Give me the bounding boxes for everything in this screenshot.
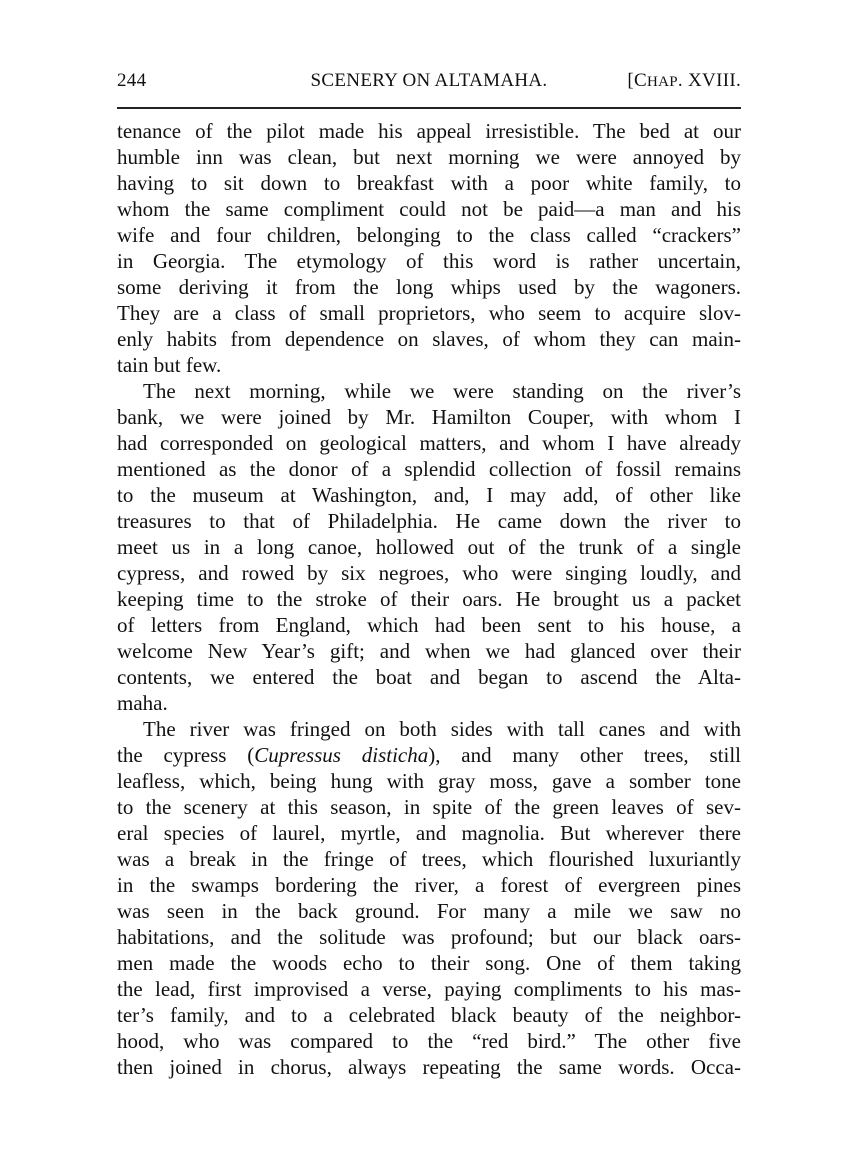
text-line: had corresponded on geological matters, and whom I have already — [117, 431, 741, 455]
text-line: welcome New Year’s gift; and when we had glanced over their — [117, 639, 741, 663]
text-line: meet us in a long canoe, hollowed out of the trunk of a single — [117, 535, 741, 559]
running-title: SCENERY ON ALTAMAHA. — [310, 70, 548, 91]
text-span: the cypress ( — [117, 743, 255, 767]
chapter-number: . XVIII. — [677, 70, 741, 91]
text-line: bank, we were joined by Mr. Hamilton Couper, with whom I — [117, 405, 741, 429]
text-line: tain but few. — [117, 353, 222, 377]
running-head — [117, 70, 741, 98]
text-line: was seen in the back ground. For many a mile we saw no — [117, 899, 741, 923]
body-text — [117, 118, 741, 1080]
text-line: was a break in the fringe of trees, which flourished luxuriantly — [117, 847, 741, 871]
text-line: wife and four children, belonging to the class called “crackers” — [117, 223, 741, 247]
paragraph-start-line: The next morning, while we were standing on the river’s — [143, 379, 741, 403]
text-line: enly habits from dependence on slaves, of whom they can main- — [117, 327, 741, 351]
text-line: hood, who was compared to the “red bird.” The other five — [117, 1029, 741, 1053]
text-line: to the museum at Washington, and, I may add, of other like — [117, 483, 741, 507]
text-line: They are a class of small proprietors, who seem to acquire slov- — [117, 301, 741, 325]
text-line: some deriving it from the long whips used by the wagoners. — [117, 275, 741, 299]
text-line: men made the woods echo to their song. One of them taking — [117, 951, 741, 975]
text-line: tenance of the pilot made his appeal irresistible. The bed at our — [117, 119, 741, 143]
chapter-label — [627, 70, 741, 92]
chapter-word: HAP — [647, 74, 678, 90]
header-rule — [117, 107, 741, 109]
page-number: 244 — [117, 70, 147, 91]
text-line: having to sit down to breakfast with a poor white family, to — [117, 171, 741, 195]
text-line: then joined in chorus, always repeating the same words. Occa- — [117, 1055, 741, 1079]
text-line: whom the same compliment could not be paid—a man and his — [117, 197, 741, 221]
text-line: in the swamps bordering the river, a forest of evergreen pines — [117, 873, 741, 897]
text-line: habitations, and the solitude was profound; but our black oars- — [117, 925, 741, 949]
paragraph-start-line: The river was fringed on both sides with tall canes and with — [143, 717, 741, 741]
species-name: Cupressus disticha — [254, 743, 429, 767]
text-line: maha. — [117, 691, 168, 715]
text-line: mentioned as the donor of a splendid collection of fossil remains — [117, 457, 741, 481]
text-line: the lead, first improvised a verse, paying compliments to his mas- — [117, 977, 741, 1001]
text-span: ), and many other trees, still — [428, 743, 741, 767]
chapter-bracket: [C — [627, 70, 647, 91]
text-line: eral species of laurel, myrtle, and magnolia. But wherever there — [117, 821, 741, 845]
text-line: of letters from England, which had been sent to his house, a — [117, 613, 741, 637]
text-line: leafless, which, being hung with gray moss, gave a somber tone — [117, 769, 741, 793]
text-line: ter’s family, and to a celebrated black beauty of the neighbor- — [117, 1003, 741, 1027]
text-line: contents, we entered the boat and began to ascend the Alta- — [117, 665, 741, 689]
text-line: cypress, and rowed by six negroes, who were singing loudly, and — [117, 561, 741, 585]
text-line: treasures to that of Philadelphia. He came down the river to — [117, 509, 741, 533]
text-line: in Georgia. The etymology of this word is rather uncertain, — [117, 249, 741, 273]
text-line: to the scenery at this season, in spite of the green leaves of sev- — [117, 795, 741, 819]
text-line — [117, 742, 741, 768]
text-line: keeping time to the stroke of their oars. He brought us a packet — [117, 587, 741, 611]
text-line: humble inn was clean, but next morning we were annoyed by — [117, 145, 741, 169]
